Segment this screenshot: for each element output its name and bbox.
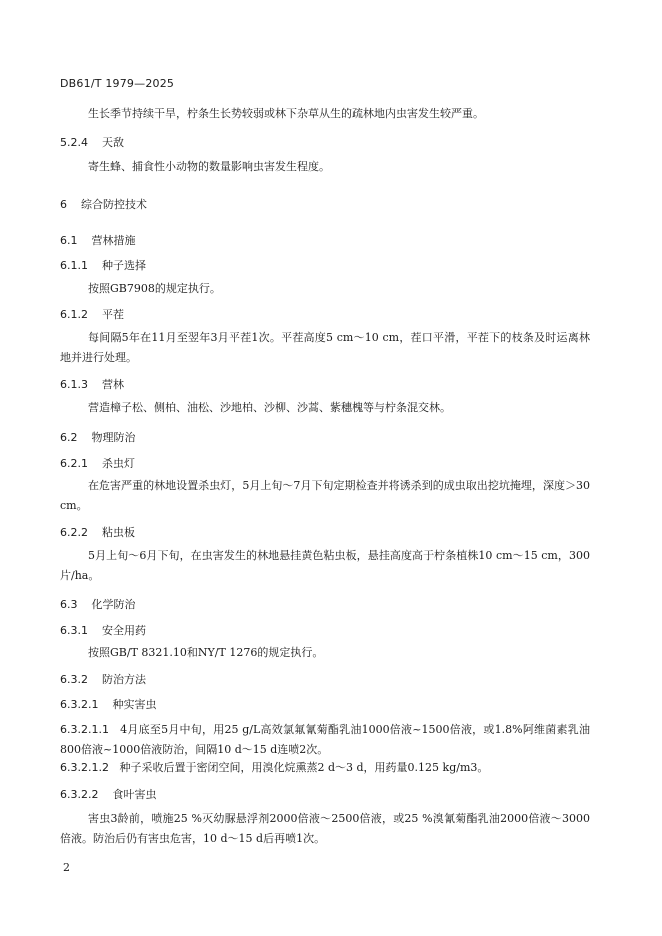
page-number: 2 <box>63 861 70 874</box>
item-number: 6.3.2.1.1 <box>60 723 109 736</box>
section-6-3-2-1-heading <box>60 696 156 712</box>
section-number: 5.2.4 <box>60 136 88 149</box>
section-title: 物理防治 <box>91 431 136 444</box>
section-number: 6.2 <box>60 431 78 444</box>
section-title: 食叶害虫 <box>112 788 157 801</box>
section-number: 6.1.1 <box>60 259 88 272</box>
section-title: 平茬 <box>102 308 124 321</box>
section-title: 杀虫灯 <box>102 457 135 470</box>
section-6-1-3-heading <box>60 376 124 392</box>
paragraph-intro: 生长季节持续干旱，柠条生长势较弱或林下杂草从生的疏林地内虫害发生较严重。 <box>88 107 484 120</box>
section-title: 安全用药 <box>102 624 146 637</box>
paragraph-6-3-2-1-1 <box>60 720 590 760</box>
paragraph-6-3-1: 按照GB/T 8321.10和NY/T 1276的规定执行。 <box>88 646 324 659</box>
paragraph-6-2-2: 5月上旬～6月下旬，在虫害发生的林地悬挂黄色粘虫板，悬挂高度高于柠条植株10 cm～15 cm，300片/ha。 <box>60 549 590 582</box>
section-6-1-2-heading <box>60 306 124 322</box>
paragraph-5-2-4: 寄生蜂、捕食性小动物的数量影响虫害发生程度。 <box>88 160 330 173</box>
section-title: 种子选择 <box>102 259 146 272</box>
paragraph-6-3-2-2: 害虫3龄前，喷施25 %灭幼脲悬浮剂2000倍液～2500倍液，或25 %溴氰菊酯乳油2000倍液～3000倍液。防治后仍有害虫危害，10 d～15 d后再喷1次。 <box>60 812 590 845</box>
section-title: 粘虫板 <box>102 526 135 539</box>
section-6-2-heading <box>60 429 136 445</box>
section-number: 6.1.2 <box>60 308 88 321</box>
section-6-1-heading <box>60 232 136 248</box>
section-6-3-2-2-heading <box>60 786 156 802</box>
paragraph-6-3-2-1-2 <box>60 758 590 778</box>
section-6-heading <box>60 196 147 212</box>
section-title: 天敌 <box>102 136 124 149</box>
item-text: 4月底至5月中旬，用25 g/L高效氯氟氰菊酯乳油1000倍液~1500倍液，或1.8%阿维菌素乳油800倍液~1000倍液防治，间隔10 d～15 d连喷2次。 <box>60 723 590 756</box>
section-number: 6.2.2 <box>60 526 88 539</box>
section-6-2-2-heading <box>60 524 135 540</box>
item-number: 6.3.2.1.2 <box>60 761 109 774</box>
paragraph-6-2-1: 在危害严重的林地设置杀虫灯，5月上旬～7月下旬定期检查并将诱杀到的成虫取出挖坑掩埋，深度＞30 cm。 <box>60 479 590 512</box>
section-number: 6 <box>60 198 67 211</box>
section-title: 营林 <box>102 378 124 391</box>
item-text: 种子采收后置于密闭空间，用溴化烷熏蒸2 d～3 d，用药量0.125 kg/m3。 <box>119 761 489 774</box>
section-6-3-1-heading <box>60 622 146 638</box>
section-6-2-1-heading <box>60 455 135 471</box>
section-number: 6.3.2.1 <box>60 698 99 711</box>
section-title: 防治方法 <box>102 673 146 686</box>
section-6-1-1-heading <box>60 257 146 273</box>
section-6-3-2-heading <box>60 671 146 687</box>
section-5-2-4-heading <box>60 134 124 150</box>
document-code: DB61/T 1979—2025 <box>60 77 175 90</box>
section-title: 营林措施 <box>91 234 136 247</box>
section-number: 6.3.2.2 <box>60 788 99 801</box>
section-number: 6.3.1 <box>60 624 88 637</box>
section-number: 6.3 <box>60 598 78 611</box>
section-number: 6.2.1 <box>60 457 88 470</box>
section-number: 6.1 <box>60 234 78 247</box>
section-number: 6.1.3 <box>60 378 88 391</box>
section-number: 6.3.2 <box>60 673 88 686</box>
section-title: 种实害虫 <box>112 698 157 711</box>
section-title: 化学防治 <box>91 598 136 611</box>
paragraph-6-1-3: 营造樟子松、侧柏、油松、沙地柏、沙柳、沙蒿、紫穗槐等与柠条混交林。 <box>88 401 451 414</box>
paragraph-6-1-2: 每间隔5年在11月至翌年3月平茬1次。平茬高度5 cm～10 cm，茬口平滑，平茬下的枝条及时运离林地并进行处理。 <box>60 331 590 364</box>
paragraph-6-1-1: 按照GB7908的规定执行。 <box>88 282 221 295</box>
section-6-3-heading <box>60 596 136 612</box>
section-title: 综合防控技术 <box>81 198 147 211</box>
